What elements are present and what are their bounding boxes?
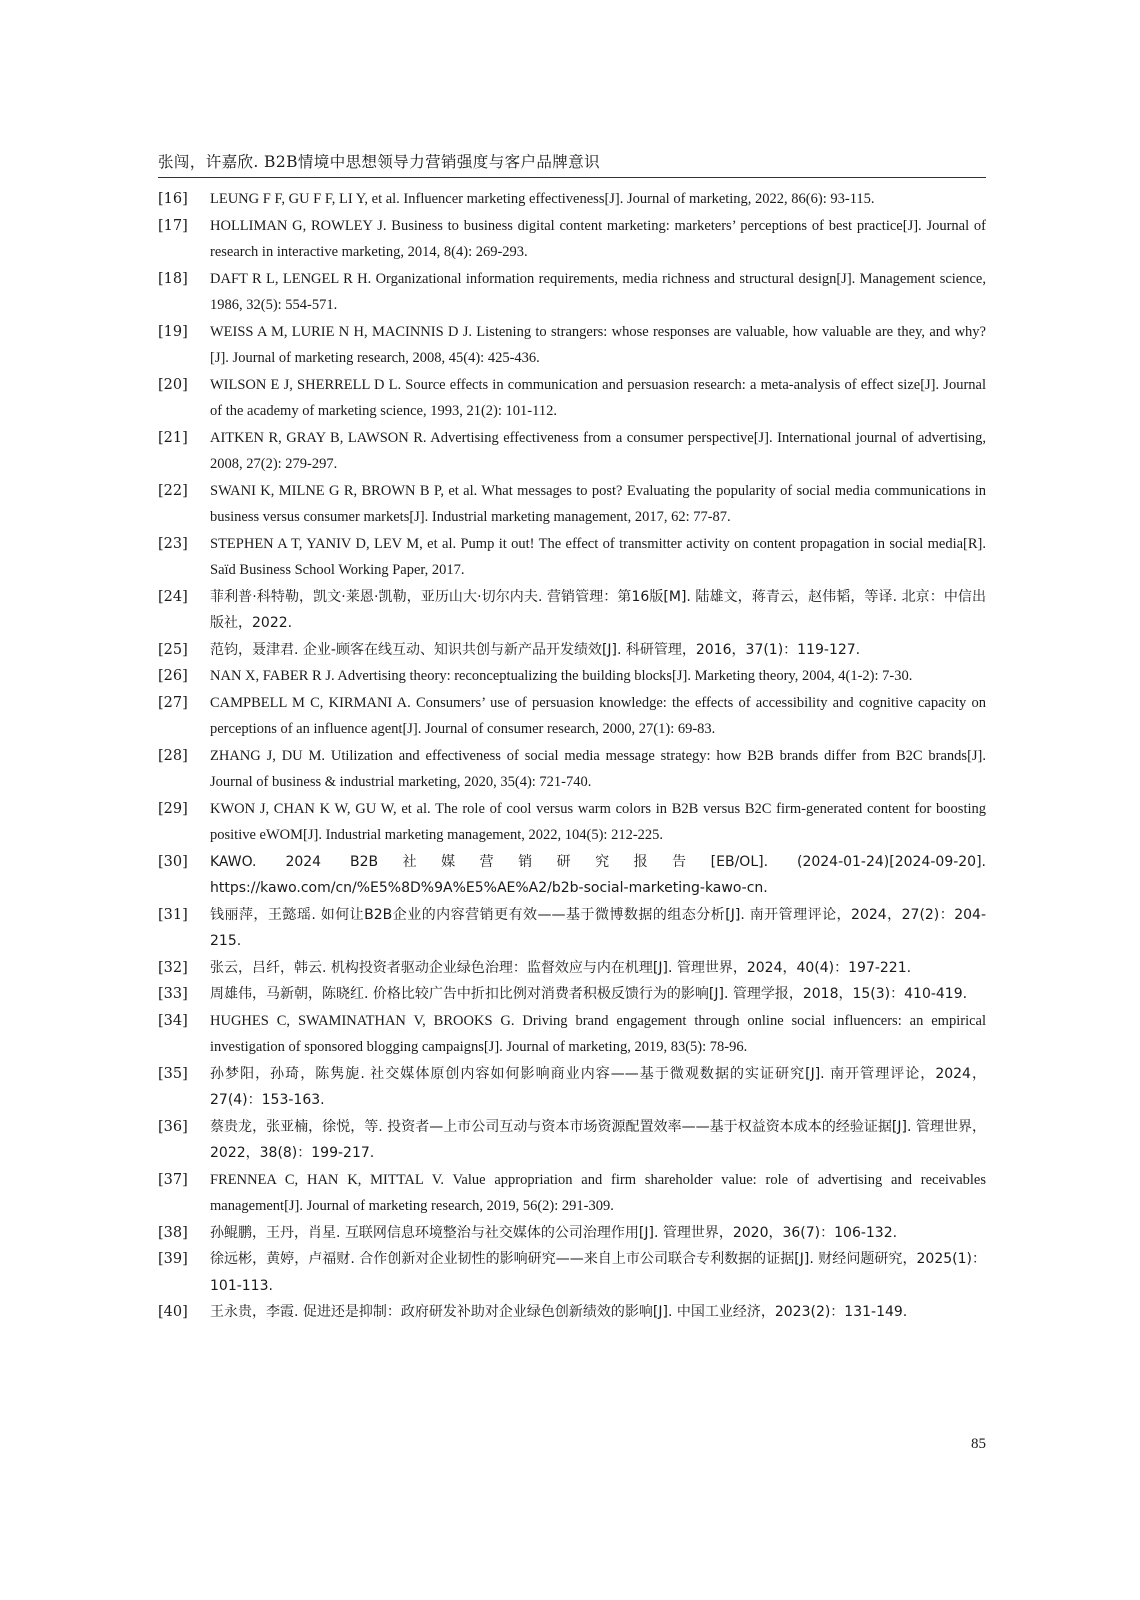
reference-text: WILSON E J, SHERRELL D L. Source effects in communication and persuasion research: a meta-analysis of effect size[J]. Journal of the academy of marketing science, 1993, 21(2): 101-112.	[210, 376, 986, 419]
reference-number: [16]	[158, 191, 188, 207]
reference-text: STEPHEN A T, YANIV D, LEV M, et al. Pump it out! The effect of transmitter activity on content propagation in social media[R]. Saïd Business School Working Paper, 2017.	[210, 535, 986, 578]
reference-item	[158, 1299, 986, 1326]
reference-item	[158, 796, 986, 849]
reference-number: [35]	[158, 1065, 188, 1082]
reference-number: [39]	[158, 1251, 188, 1267]
reference-text: 钱丽萍，王懿瑶. 如何让B2B企业的内容营销更有效——基于微博数据的组态分析[J]. 南开管理评论，2024，27(2)：204-215.	[210, 906, 986, 949]
reference-number: [23]	[158, 535, 188, 552]
reference-item	[158, 637, 986, 664]
reference-number: [37]	[158, 1171, 188, 1188]
reference-item	[158, 478, 986, 531]
reference-text: WEISS A M, LURIE N H, MACINNIS D J. Listening to strangers: whose responses are valuable, how valuable are they, and why?[J]. Journal of marketing research, 2008, 45(4): 425-436.	[210, 323, 986, 366]
reference-text: KAWO. 2024 B2B社媒营销研究报告[EB/OL]. (2024-01-24)[2024-09-20]. https://kawo.com/cn/%E5%8D%9A%E5%AE%A2/b2b-social-marketing-kawo-cn.	[210, 853, 986, 896]
header-rule	[158, 177, 986, 178]
reference-item	[158, 213, 986, 266]
reference-number: [27]	[158, 694, 188, 711]
reference-item	[158, 531, 986, 584]
page-number: 85	[971, 1436, 986, 1452]
reference-number: [36]	[158, 1118, 188, 1135]
reference-number: [25]	[158, 641, 188, 658]
reference-text: DAFT R L, LENGEL R H. Organizational information requirements, media richness and structural design[J]. Management science, 1986, 32(5): 554-571.	[210, 270, 986, 313]
reference-number: [38]	[158, 1224, 188, 1241]
reference-text: KWON J, CHAN K W, GU W, et al. The role of cool versus warm colors in B2B versus B2C firm-generated content for boosting positive eWOM[J]. Industrial marketing management, 2022, 104(5): 212-225.	[210, 800, 986, 843]
reference-number: [26]	[158, 668, 188, 684]
reference-item	[158, 743, 986, 796]
reference-item	[158, 690, 986, 743]
reference-number: [30]	[158, 853, 188, 870]
reference-item	[158, 955, 986, 982]
reference-text: 张云，吕纤，韩云. 机构投资者驱动企业绿色治理：监督效应与内在机理[J]. 管理世界，2024，40(4)：197-221.	[210, 959, 912, 976]
reference-text: AITKEN R, GRAY B, LAWSON R. Advertising effectiveness from a consumer perspective[J]. International journal of advertising, 2008, 27(2): 279-297.	[210, 429, 986, 472]
reference-number: [24]	[158, 588, 188, 605]
reference-number: [29]	[158, 800, 188, 817]
reference-text: LEUNG F F, GU F F, LI Y, et al. Influencer marketing effectiveness[J]. Journal of marketing, 2022, 86(6): 93-115.	[210, 191, 875, 207]
reference-number: [32]	[158, 959, 188, 976]
reference-item	[158, 1246, 986, 1299]
reference-number: [21]	[158, 429, 188, 446]
reference-item	[158, 849, 986, 902]
reference-number: [34]	[158, 1012, 188, 1029]
reference-item	[158, 663, 986, 690]
running-header: 张闯，许嘉欣. B2B情境中思想领导力营销强度与客户品牌意识	[158, 153, 600, 171]
reference-number: [18]	[158, 270, 188, 287]
reference-item	[158, 981, 986, 1008]
reference-text: 周雄伟，马新朝，陈晓红. 价格比较广告中折扣比例对消费者积极反馈行为的影响[J]. 管理学报，2018，15(3)：410-419.	[210, 986, 968, 1002]
reference-text: ZHANG J, DU M. Utilization and effectiveness of social media message strategy: how B2B brands differ from B2C brands[J]. Journal of business & industrial marketing, 2020, 35(4): 721-740.	[210, 747, 986, 790]
reference-text: HOLLIMAN G, ROWLEY J. Business to business digital content marketing: marketers’ perceptions of best practice[J]. Journal of research in interactive marketing, 2014, 8(4): 269-293.	[210, 217, 986, 260]
reference-text: NAN X, FABER R J. Advertising theory: reconceptualizing the building blocks[J]. Marketing theory, 2004, 4(1-2): 7-30.	[210, 668, 913, 684]
reference-item	[158, 266, 986, 319]
reference-item	[158, 1008, 986, 1061]
reference-item	[158, 1061, 986, 1114]
reference-number: [33]	[158, 986, 188, 1002]
reference-text: 王永贵，李霞. 促进还是抑制：政府研发补助对企业绿色创新绩效的影响[J]. 中国工业经济，2023(2)：131-149.	[210, 1304, 908, 1320]
reference-item	[158, 425, 986, 478]
reference-item	[158, 902, 986, 955]
reference-item	[158, 584, 986, 637]
reference-list	[158, 186, 986, 1326]
reference-text: CAMPBELL M C, KIRMANI A. Consumers’ use of persuasion knowledge: the effects of accessibility and cognitive capacity on perceptions of an influence agent[J]. Journal of consumer research, 2000, 27(1): 69-83.	[210, 694, 986, 737]
reference-item	[158, 319, 986, 372]
reference-item	[158, 1167, 986, 1220]
reference-number: [17]	[158, 217, 188, 234]
reference-item	[158, 186, 986, 213]
reference-text: FRENNEA C, HAN K, MITTAL V. Value appropriation and firm shareholder value: role of advertising and receivables management[J]. Journal of marketing research, 2019, 56(2): 291-309.	[210, 1171, 986, 1214]
reference-item	[158, 1220, 986, 1247]
reference-text: HUGHES C, SWAMINATHAN V, BROOKS G. Driving brand engagement through online social influencers: an empirical investigation of sponsored blogging campaigns[J]. Journal of marketing, 2019, 83(5): 78-96.	[210, 1012, 986, 1055]
reference-text: 菲利普·科特勒，凯文·莱恩·凯勒，亚历山大·切尔内夫. 营销管理：第16版[M]. 陆雄文，蒋青云，赵伟韬，等译. 北京：中信出版社，2022.	[210, 588, 986, 631]
reference-item	[158, 1114, 986, 1167]
reference-item	[158, 372, 986, 425]
reference-number: [22]	[158, 482, 188, 499]
reference-text: 孙鲲鹏，王丹，肖星. 互联网信息环境整治与社交媒体的公司治理作用[J]. 管理世界，2020，36(7)：106-132.	[210, 1224, 898, 1241]
reference-number: [20]	[158, 376, 188, 393]
reference-number: [31]	[158, 906, 188, 923]
reference-text: 徐远彬，黄婷，卢福财. 合作创新对企业韧性的影响研究——来自上市公司联合专利数据的证据[J]. 财经问题研究，2025(1)：101-113.	[210, 1251, 986, 1294]
reference-number: [19]	[158, 323, 188, 340]
reference-text: SWANI K, MILNE G R, BROWN B P, et al. What messages to post? Evaluating the popularity of social media communications in business versus consumer markets[J]. Industrial marketing management, 2017, 62: 77-87.	[210, 482, 986, 525]
reference-text: 蔡贵龙，张亚楠，徐悦，等. 投资者—上市公司互动与资本市场资源配置效率——基于权益资本成本的经验证据[J]. 管理世界，2022，38(8)：199-217.	[210, 1118, 986, 1161]
reference-text: 范钧，聂津君. 企业-顾客在线互动、知识共创与新产品开发绩效[J]. 科研管理，2016，37(1)：119-127.	[210, 641, 861, 658]
reference-text: 孙梦阳，孙琦，陈隽旎. 社交媒体原创内容如何影响商业内容——基于微观数据的实证研究[J]. 南开管理评论，2024，27(4)：153-163.	[210, 1065, 986, 1108]
reference-number: [28]	[158, 747, 188, 764]
reference-number: [40]	[158, 1304, 188, 1320]
